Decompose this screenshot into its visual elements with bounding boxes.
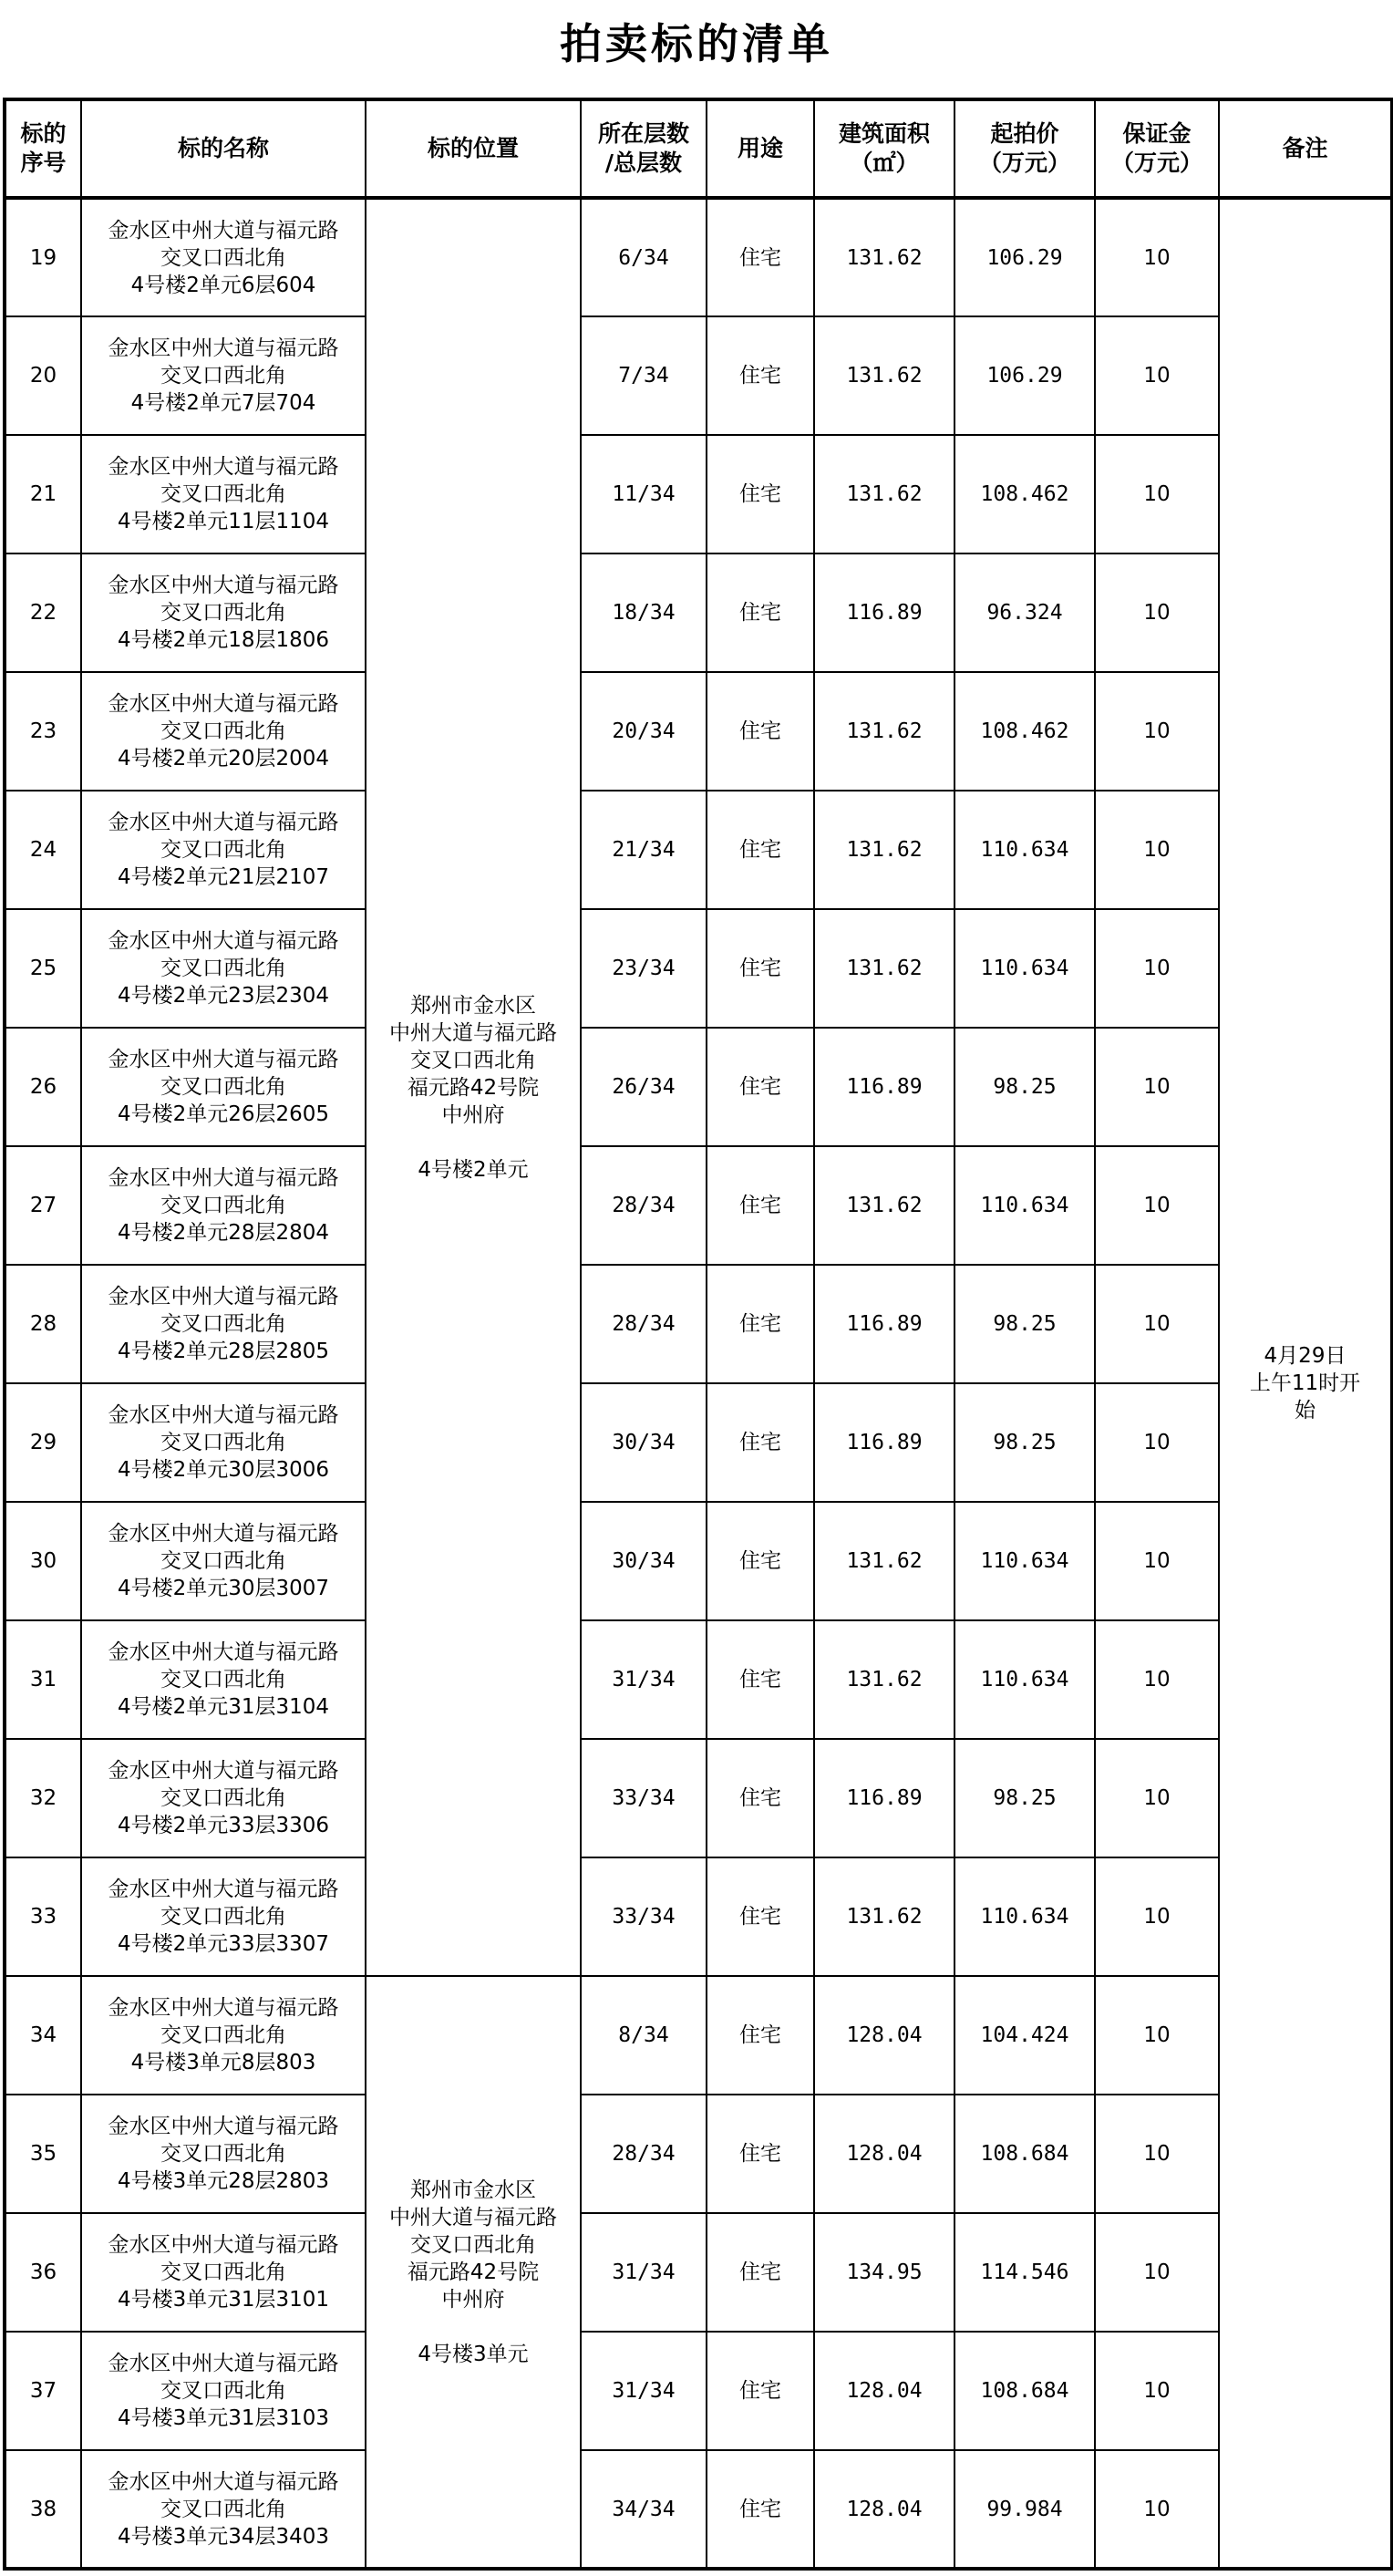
lot-name-line: 4号楼2单元6层604 xyxy=(130,273,316,297)
deposit-value: 10 xyxy=(1095,435,1219,553)
lot-name-line: 交叉口西北角 xyxy=(160,1549,286,1573)
use-value: 住宅 xyxy=(707,198,814,316)
floor-value: 28/34 xyxy=(581,2095,707,2213)
lot-name-line: 4号楼2单元30层3006 xyxy=(117,1458,330,1482)
use-value: 住宅 xyxy=(707,2450,814,2569)
floor-value: 7/34 xyxy=(581,316,707,435)
table-row xyxy=(5,1620,1392,1739)
price-value: 108.462 xyxy=(954,672,1095,791)
lot-number: 37 xyxy=(5,2332,81,2450)
lot-name-line: 金水区中州大道与福元路 xyxy=(108,1048,339,1071)
table-row xyxy=(5,1383,1392,1502)
lot-name-line: 4号楼3单元8层803 xyxy=(130,2051,316,2074)
header-no-line: 序号 xyxy=(20,150,67,176)
deposit-value: 10 xyxy=(1095,1502,1219,1620)
area-value: 128.04 xyxy=(814,1976,954,2095)
lot-name-line: 金水区中州大道与福元路 xyxy=(108,2469,339,2494)
lot-name-line: 交叉口西北角 xyxy=(160,1194,286,1217)
note-cell xyxy=(1219,198,1392,2569)
header-location xyxy=(366,99,581,198)
deposit-value: 10 xyxy=(1095,672,1219,791)
deposit-value: 10 xyxy=(1095,1620,1219,1739)
lot-number: 36 xyxy=(5,2213,81,2332)
header-no-line: 标的 xyxy=(20,120,67,147)
deposit-value: 10 xyxy=(1095,2095,1219,2213)
lot-name-line: 4号楼3单元28层2803 xyxy=(117,2169,330,2193)
price-value: 98.25 xyxy=(954,1739,1095,1857)
deposit-value: 10 xyxy=(1095,791,1219,909)
table-row xyxy=(5,1502,1392,1620)
header-no xyxy=(5,99,81,198)
use-value: 住宅 xyxy=(707,1976,814,2095)
lot-location-line: 郑州市金水区 xyxy=(410,993,536,1018)
floor-value: 20/34 xyxy=(581,672,707,791)
lot-name xyxy=(81,198,366,316)
deposit-value: 10 xyxy=(1095,1976,1219,2095)
lot-number: 32 xyxy=(5,1739,81,1857)
lot-number: 25 xyxy=(5,909,81,1028)
header-price-line: （万元） xyxy=(978,150,1070,176)
price-value: 108.684 xyxy=(954,2095,1095,2213)
floor-value: 28/34 xyxy=(581,1265,707,1383)
lot-name-line: 金水区中州大道与福元路 xyxy=(108,1759,339,1783)
lot-name-line: 金水区中州大道与福元路 xyxy=(108,1878,339,1901)
table-body xyxy=(5,198,1392,2569)
table-row xyxy=(5,1146,1392,1265)
lot-name-line: 金水区中州大道与福元路 xyxy=(108,2233,339,2257)
header-price xyxy=(954,99,1095,198)
lot-name-line: 交叉口西北角 xyxy=(160,245,286,270)
price-value: 104.424 xyxy=(954,1976,1095,2095)
lot-name-line: 4号楼2单元30层3007 xyxy=(117,1577,330,1600)
lot-name-line: 4号楼2单元33层3306 xyxy=(117,1814,330,1837)
price-value: 110.634 xyxy=(954,1620,1095,1739)
price-value: 96.324 xyxy=(954,553,1095,672)
lot-location xyxy=(366,198,581,1976)
area-value: 131.62 xyxy=(814,198,954,316)
table-row xyxy=(5,672,1392,791)
price-value: 110.634 xyxy=(954,909,1095,1028)
header-name xyxy=(81,99,366,198)
table-row xyxy=(5,198,1392,316)
area-value: 128.04 xyxy=(814,2450,954,2569)
lot-name xyxy=(81,1857,366,1976)
header-deposit-line: （万元） xyxy=(1110,150,1202,176)
lot-number: 23 xyxy=(5,672,81,791)
auction-list-table xyxy=(3,98,1393,2571)
table-row xyxy=(5,2213,1392,2332)
floor-value: 6/34 xyxy=(581,198,707,316)
area-value: 131.62 xyxy=(814,1502,954,1620)
lot-number: 29 xyxy=(5,1383,81,1502)
use-value: 住宅 xyxy=(707,1265,814,1383)
lot-location-line: 中州大道与福元路 xyxy=(389,2205,557,2229)
lot-location-line: 4号楼3单元 xyxy=(418,2342,529,2366)
lot-name-line: 金水区中州大道与福元路 xyxy=(108,2352,339,2375)
lot-number: 33 xyxy=(5,1857,81,1976)
header-area-line: （㎡） xyxy=(850,150,919,176)
lot-name-line: 交叉口西北角 xyxy=(160,1905,286,1929)
price-value: 110.634 xyxy=(954,1857,1095,1976)
use-value: 住宅 xyxy=(707,553,814,672)
lot-name-line: 金水区中州大道与福元路 xyxy=(108,1285,339,1309)
lot-name-line: 交叉口西北角 xyxy=(160,482,286,506)
lot-name-line: 交叉口西北角 xyxy=(160,2023,286,2047)
header-deposit-line: 保证金 xyxy=(1122,120,1192,147)
lot-location-line: 交叉口西北角 xyxy=(410,2232,536,2257)
table-row xyxy=(5,1265,1392,1383)
table-row xyxy=(5,1739,1392,1857)
page-title: 拍卖标的清单 xyxy=(560,19,833,68)
use-value: 住宅 xyxy=(707,316,814,435)
header-area xyxy=(814,99,954,198)
lot-name xyxy=(81,1502,366,1620)
lot-name-line: 交叉口西北角 xyxy=(160,364,286,388)
price-value: 106.29 xyxy=(954,198,1095,316)
lot-name xyxy=(81,2332,366,2450)
lot-name-line: 金水区中州大道与福元路 xyxy=(108,1403,339,1427)
lot-name-line: 4号楼2单元11层1104 xyxy=(117,510,330,533)
lot-name xyxy=(81,553,366,672)
area-value: 131.62 xyxy=(814,791,954,909)
lot-location-line: 福元路42号院 xyxy=(407,1075,540,1100)
lot-name-line: 金水区中州大道与福元路 xyxy=(108,1996,339,2020)
lot-name-line: 4号楼2单元28层2804 xyxy=(117,1221,330,1245)
floor-value: 30/34 xyxy=(581,1383,707,1502)
header-area-line: 建筑面积 xyxy=(838,120,930,147)
area-value: 128.04 xyxy=(814,2095,954,2213)
price-value: 99.984 xyxy=(954,2450,1095,2569)
use-value: 住宅 xyxy=(707,2095,814,2213)
lot-number: 27 xyxy=(5,1146,81,1265)
deposit-value: 10 xyxy=(1095,2213,1219,2332)
header-use xyxy=(707,99,814,198)
lot-name-line: 4号楼2单元31层3104 xyxy=(117,1695,330,1719)
lot-name-line: 交叉口西北角 xyxy=(160,2260,286,2284)
lot-name xyxy=(81,1265,366,1383)
floor-value: 11/34 xyxy=(581,435,707,553)
lot-name-line: 交叉口西北角 xyxy=(160,2379,286,2403)
lot-name-line: 金水区中州大道与福元路 xyxy=(108,574,339,597)
lot-name-line: 4号楼2单元21层2107 xyxy=(117,865,330,889)
lot-name-line: 金水区中州大道与福元路 xyxy=(108,1522,339,1546)
lot-number: 19 xyxy=(5,198,81,316)
lot-name xyxy=(81,791,366,909)
lot-location-line xyxy=(366,2313,580,2341)
header-note-line: 备注 xyxy=(1282,135,1328,161)
use-value: 住宅 xyxy=(707,1383,814,1502)
lot-number: 22 xyxy=(5,553,81,672)
table-row xyxy=(5,791,1392,909)
header-price-line: 起拍价 xyxy=(990,120,1059,147)
lot-number: 38 xyxy=(5,2450,81,2569)
deposit-value: 10 xyxy=(1095,553,1219,672)
lot-location-line: 中州府 xyxy=(441,1102,505,1127)
lot-name xyxy=(81,316,366,435)
floor-value: 31/34 xyxy=(581,1620,707,1739)
use-value: 住宅 xyxy=(707,1146,814,1265)
lot-location-line: 交叉口西北角 xyxy=(410,1048,536,1072)
lot-name-line: 金水区中州大道与福元路 xyxy=(108,1640,339,1664)
table-header-row xyxy=(5,99,1392,198)
lot-location-line: 中州大道与福元路 xyxy=(389,1020,557,1045)
floor-value: 18/34 xyxy=(581,553,707,672)
lot-name-line: 金水区中州大道与福元路 xyxy=(108,692,339,716)
area-value: 131.62 xyxy=(814,316,954,435)
lot-name-line: 4号楼3单元31层3103 xyxy=(117,2406,330,2430)
header-floor-line: 所在层数 xyxy=(597,120,689,147)
floor-value: 31/34 xyxy=(581,2332,707,2450)
lot-number: 20 xyxy=(5,316,81,435)
lot-location-line: 福元路42号院 xyxy=(407,2260,540,2284)
lot-name-line: 交叉口西北角 xyxy=(160,601,286,625)
lot-location-line xyxy=(366,1129,580,1156)
lot-number: 24 xyxy=(5,791,81,909)
lot-name xyxy=(81,2095,366,2213)
price-value: 98.25 xyxy=(954,1265,1095,1383)
header-name-line: 标的名称 xyxy=(177,135,269,161)
lot-name-line: 交叉口西北角 xyxy=(160,2142,286,2166)
lot-location xyxy=(366,1976,581,2569)
lot-name-line: 4号楼2单元7层704 xyxy=(130,391,316,415)
lot-location-line: 4号楼2单元 xyxy=(418,1157,529,1182)
table-row xyxy=(5,2450,1392,2569)
use-value: 住宅 xyxy=(707,1502,814,1620)
lot-name-line: 4号楼3单元34层3403 xyxy=(117,2524,330,2549)
deposit-value: 10 xyxy=(1095,2332,1219,2450)
price-value: 110.634 xyxy=(954,791,1095,909)
use-value: 住宅 xyxy=(707,672,814,791)
lot-name-line: 4号楼2单元23层2304 xyxy=(117,984,330,1008)
lot-number: 28 xyxy=(5,1265,81,1383)
price-value: 108.684 xyxy=(954,2332,1095,2450)
header-location-line: 标的位置 xyxy=(427,135,519,161)
deposit-value: 10 xyxy=(1095,1739,1219,1857)
lot-number: 31 xyxy=(5,1620,81,1739)
lot-name-line: 4号楼2单元18层1806 xyxy=(117,628,330,652)
price-value: 110.634 xyxy=(954,1146,1095,1265)
floor-value: 33/34 xyxy=(581,1739,707,1857)
note-line: 始 xyxy=(1295,1399,1316,1422)
use-value: 住宅 xyxy=(707,909,814,1028)
lot-name-line: 交叉口西北角 xyxy=(160,1786,286,1810)
lot-name-line: 交叉口西北角 xyxy=(160,1431,286,1454)
lot-name xyxy=(81,1976,366,2095)
header-deposit xyxy=(1095,99,1219,198)
use-value: 住宅 xyxy=(707,791,814,909)
lot-name-line: 4号楼2单元26层2605 xyxy=(117,1102,330,1126)
area-value: 116.89 xyxy=(814,1265,954,1383)
lot-name-line: 交叉口西北角 xyxy=(160,1668,286,1691)
lot-name-line: 4号楼2单元20层2004 xyxy=(117,747,330,771)
price-value: 114.546 xyxy=(954,2213,1095,2332)
lot-number: 35 xyxy=(5,2095,81,2213)
lot-number: 34 xyxy=(5,1976,81,2095)
deposit-value: 10 xyxy=(1095,2450,1219,2569)
floor-value: 28/34 xyxy=(581,1146,707,1265)
floor-value: 8/34 xyxy=(581,1976,707,2095)
table-row xyxy=(5,909,1392,1028)
deposit-value: 10 xyxy=(1095,316,1219,435)
use-value: 住宅 xyxy=(707,435,814,553)
table-row xyxy=(5,1857,1392,1976)
floor-value: 23/34 xyxy=(581,909,707,1028)
lot-name-line: 4号楼3单元31层3101 xyxy=(117,2288,330,2312)
lot-name xyxy=(81,1620,366,1739)
lot-name xyxy=(81,2450,366,2569)
lot-number: 26 xyxy=(5,1028,81,1146)
table-row xyxy=(5,316,1392,435)
lot-name-line: 4号楼2单元28层2805 xyxy=(117,1340,330,1363)
lot-name-line: 交叉口西北角 xyxy=(160,957,286,980)
deposit-value: 10 xyxy=(1095,198,1219,316)
deposit-value: 10 xyxy=(1095,1383,1219,1502)
floor-value: 33/34 xyxy=(581,1857,707,1976)
use-value: 住宅 xyxy=(707,1857,814,1976)
area-value: 116.89 xyxy=(814,1028,954,1146)
lot-name-line: 金水区中州大道与福元路 xyxy=(108,929,339,953)
lot-name-line: 交叉口西北角 xyxy=(160,1312,286,1336)
price-value: 98.25 xyxy=(954,1028,1095,1146)
lot-name xyxy=(81,2213,366,2332)
area-value: 128.04 xyxy=(814,2332,954,2450)
use-value: 住宅 xyxy=(707,1739,814,1857)
table-row xyxy=(5,1028,1392,1146)
lot-name-line: 交叉口西北角 xyxy=(160,1075,286,1099)
lot-name-line: 金水区中州大道与福元路 xyxy=(108,2115,339,2138)
table-row xyxy=(5,553,1392,672)
lot-location-line: 郑州市金水区 xyxy=(410,2178,536,2202)
lot-name-line: 交叉口西北角 xyxy=(160,838,286,862)
lot-name xyxy=(81,1028,366,1146)
lot-name xyxy=(81,435,366,553)
area-value: 116.89 xyxy=(814,1739,954,1857)
table-row xyxy=(5,435,1392,553)
lot-number: 21 xyxy=(5,435,81,553)
lot-number: 30 xyxy=(5,1502,81,1620)
lot-name-line: 交叉口西北角 xyxy=(160,719,286,743)
area-value: 116.89 xyxy=(814,553,954,672)
deposit-value: 10 xyxy=(1095,1028,1219,1146)
table-row xyxy=(5,2095,1392,2213)
lot-name-line: 4号楼2单元33层3307 xyxy=(117,1932,330,1956)
deposit-value: 10 xyxy=(1095,1857,1219,1976)
area-value: 131.62 xyxy=(814,909,954,1028)
area-value: 131.62 xyxy=(814,1857,954,1976)
lot-name-line: 金水区中州大道与福元路 xyxy=(108,1166,339,1190)
deposit-value: 10 xyxy=(1095,1265,1219,1383)
lot-name-line: 金水区中州大道与福元路 xyxy=(108,811,339,834)
price-value: 110.634 xyxy=(954,1502,1095,1620)
price-value: 98.25 xyxy=(954,1383,1095,1502)
lot-name xyxy=(81,672,366,791)
use-value: 住宅 xyxy=(707,2332,814,2450)
floor-value: 30/34 xyxy=(581,1502,707,1620)
area-value: 134.95 xyxy=(814,2213,954,2332)
lot-name xyxy=(81,909,366,1028)
lot-name-line: 金水区中州大道与福元路 xyxy=(108,218,339,243)
header-floor xyxy=(581,99,707,198)
header-note xyxy=(1219,99,1392,198)
use-value: 住宅 xyxy=(707,1620,814,1739)
note-line: 4月29日 xyxy=(1264,1344,1347,1368)
floor-value: 26/34 xyxy=(581,1028,707,1146)
area-value: 116.89 xyxy=(814,1383,954,1502)
header-use-line: 用途 xyxy=(737,135,783,161)
table-row xyxy=(5,2332,1392,2450)
lot-name xyxy=(81,1739,366,1857)
lot-name-line: 金水区中州大道与福元路 xyxy=(108,336,339,360)
price-value: 106.29 xyxy=(954,316,1095,435)
area-value: 131.62 xyxy=(814,672,954,791)
use-value: 住宅 xyxy=(707,1028,814,1146)
lot-location-line: 中州府 xyxy=(441,2287,505,2312)
area-value: 131.62 xyxy=(814,1146,954,1265)
use-value: 住宅 xyxy=(707,2213,814,2332)
deposit-value: 10 xyxy=(1095,1146,1219,1265)
lot-name xyxy=(81,1146,366,1265)
floor-value: 31/34 xyxy=(581,2213,707,2332)
lot-name-line: 金水区中州大道与福元路 xyxy=(108,455,339,479)
note-line: 上午11时开 xyxy=(1249,1371,1361,1395)
header-floor-line: /总层数 xyxy=(604,150,683,176)
area-value: 131.62 xyxy=(814,1620,954,1739)
lot-name xyxy=(81,1383,366,1502)
price-value: 108.462 xyxy=(954,435,1095,553)
floor-value: 21/34 xyxy=(581,791,707,909)
floor-value: 34/34 xyxy=(581,2450,707,2569)
area-value: 131.62 xyxy=(814,435,954,553)
table-row xyxy=(5,1976,1392,2095)
lot-name-line: 交叉口西北角 xyxy=(160,2497,286,2521)
deposit-value: 10 xyxy=(1095,909,1219,1028)
